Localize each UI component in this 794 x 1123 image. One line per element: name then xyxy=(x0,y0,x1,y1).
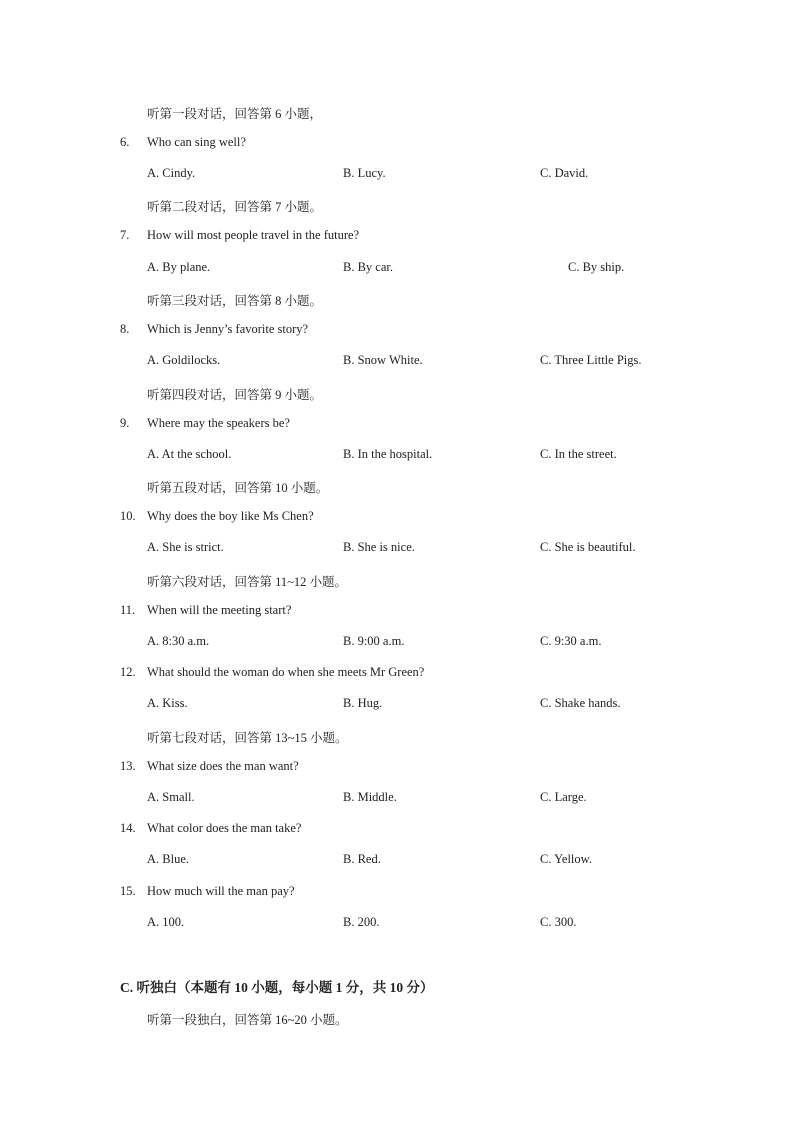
question-number-11: 11. xyxy=(120,603,136,617)
q15-option-c: C. 300. xyxy=(540,915,577,929)
instruction-dialogue-3: 听第三段对话，回答第 8 小题。 xyxy=(147,294,323,308)
q14-option-a: A. Blue. xyxy=(147,852,190,866)
question-text-9: Where may the speakers be? xyxy=(147,416,290,430)
q15-option-b: B. 200. xyxy=(343,915,380,929)
question-text-6: Who can sing well? xyxy=(147,135,246,149)
q9-option-b: B. In the hospital. xyxy=(343,447,433,461)
instruction-dialogue-1: 听第一段对话，回答第 6 小题， xyxy=(147,107,323,121)
question-text-13: What size does the man want? xyxy=(147,759,299,773)
instruction-monologue-1: 听第一段独白，回答第 16~20 小题。 xyxy=(147,1013,348,1027)
q8-option-c: C. Three Little Pigs. xyxy=(540,353,642,367)
question-text-15: How much will the man pay? xyxy=(147,884,295,898)
q12-option-c: C. Shake hands. xyxy=(540,696,621,710)
instruction-dialogue-4: 听第四段对话，回答第 9 小题。 xyxy=(147,388,323,402)
question-number-12: 12. xyxy=(120,665,136,679)
q11-option-c: C. 9:30 a.m. xyxy=(540,634,602,648)
question-number-13: 13. xyxy=(120,759,136,773)
question-text-10: Why does the boy like Ms Chen? xyxy=(147,509,314,523)
q13-option-c: C. Large. xyxy=(540,790,587,804)
question-text-12: What should the woman do when she meets Mr Green? xyxy=(147,665,425,679)
q6-option-c: C. David. xyxy=(540,166,589,180)
section-c-heading: C. 听独白（本题有 10 小题，每小题 1 分，共 10 分） xyxy=(120,980,434,995)
q9-option-c: C. In the street. xyxy=(540,447,617,461)
q14-option-c: C. Yellow. xyxy=(540,852,592,866)
q8-option-b: B. Snow White. xyxy=(343,353,423,367)
q7-option-c: C. By ship. xyxy=(568,260,625,274)
question-text-8: Which is Jenny’s favorite story? xyxy=(147,322,309,336)
q9-option-a: A. At the school. xyxy=(147,447,232,461)
instruction-dialogue-7: 听第七段对话，回答第 13~15 小题。 xyxy=(147,731,348,745)
q8-option-a: A. Goldilocks. xyxy=(147,353,221,367)
q14-option-b: B. Red. xyxy=(343,852,381,866)
q11-option-b: B. 9:00 a.m. xyxy=(343,634,405,648)
question-text-7: How will most people travel in the future? xyxy=(147,228,360,242)
question-text-14: What color does the man take? xyxy=(147,821,302,835)
q10-option-b: B. She is nice. xyxy=(343,540,415,554)
question-number-8: 8. xyxy=(120,322,130,336)
q7-option-a: A. By plane. xyxy=(147,260,211,274)
question-number-9: 9. xyxy=(120,416,130,430)
q6-option-b: B. Lucy. xyxy=(343,166,386,180)
q10-option-c: C. She is beautiful. xyxy=(540,540,636,554)
instruction-dialogue-2: 听第二段对话，回答第 7 小题。 xyxy=(147,200,323,214)
q13-option-b: B. Middle. xyxy=(343,790,397,804)
question-number-7: 7. xyxy=(120,228,130,242)
question-number-10: 10. xyxy=(120,509,136,523)
q12-option-b: B. Hug. xyxy=(343,696,383,710)
question-number-15: 15. xyxy=(120,884,136,898)
q15-option-a: A. 100. xyxy=(147,915,185,929)
instruction-dialogue-5: 听第五段对话，回答第 10 小题。 xyxy=(147,481,329,495)
q6-option-a: A. Cindy. xyxy=(147,166,196,180)
question-text-11: When will the meeting start? xyxy=(147,603,292,617)
question-number-6: 6. xyxy=(120,135,130,149)
q7-option-b: B. By car. xyxy=(343,260,393,274)
instruction-dialogue-6: 听第六段对话，回答第 11~12 小题。 xyxy=(147,575,348,589)
q13-option-a: A. Small. xyxy=(147,790,195,804)
q12-option-a: A. Kiss. xyxy=(147,696,188,710)
question-number-14: 14. xyxy=(120,821,136,835)
q10-option-a: A. She is strict. xyxy=(147,540,224,554)
q11-option-a: A. 8:30 a.m. xyxy=(147,634,210,648)
